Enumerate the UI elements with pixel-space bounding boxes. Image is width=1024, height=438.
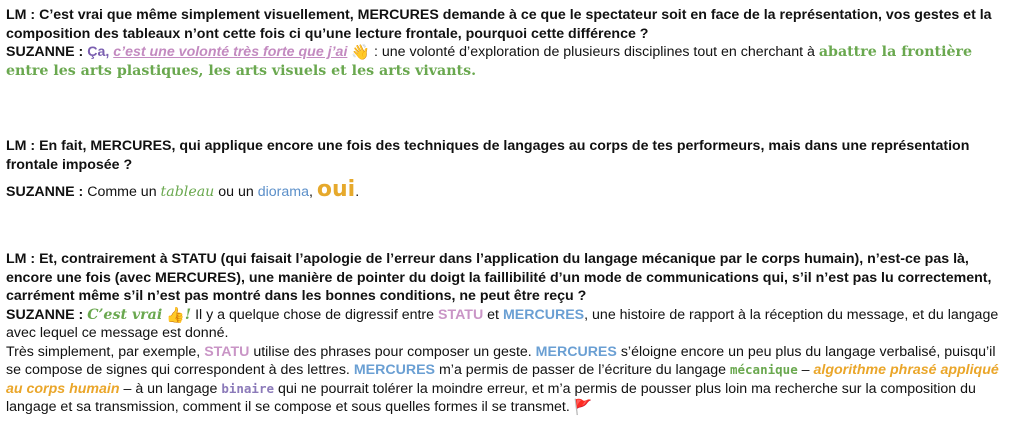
exchange-2 bbox=[6, 137, 1014, 202]
answer-3-mercures: MERCURES bbox=[502, 306, 585, 323]
exchange-3 bbox=[6, 250, 1014, 417]
answer-3-algorithme: algorithme phrasé appliqué au corps humain bbox=[6, 362, 999, 397]
answer-2-tableau: tableau bbox=[160, 184, 215, 200]
answer-2 bbox=[6, 177, 1014, 202]
answer-3-mecanique: mécanique bbox=[729, 362, 798, 377]
answer-2-text-b: ou un bbox=[218, 184, 254, 200]
answer-1 bbox=[6, 43, 1014, 80]
answer-1-emphasis: c’est une volonté très forte que j’ai bbox=[113, 44, 348, 60]
answer-3-et: et bbox=[487, 306, 499, 323]
answer-3-statu: STATU bbox=[438, 306, 484, 323]
interview-document bbox=[6, 6, 1014, 416]
question-1: LM : C’est vrai que même simplement visuellement, MERCURES demande à ce que le spectateur soit en face de la représentation, vos gestes et la composition des tableaux n’ont cette fois ci qu’une lecture frontale, pourquoi cette différence ? bbox=[6, 7, 992, 42]
waving-hand-icon: 👋 bbox=[351, 44, 371, 61]
answer-2-diorama: diorama bbox=[257, 184, 310, 200]
exchange-1 bbox=[6, 6, 1014, 80]
answer-3-mercures-2: MERCURES bbox=[535, 343, 617, 360]
speaker-label: SUZANNE : bbox=[6, 184, 84, 200]
speaker-label: SUZANNE : bbox=[6, 44, 84, 60]
answer-2-text-a: Comme un bbox=[87, 184, 157, 200]
answer-3-text-d: utilise des phrases pour composer un geste. bbox=[253, 343, 532, 360]
answer-2-period: . bbox=[355, 184, 360, 200]
answer-3-mercures-3: MERCURES bbox=[353, 362, 436, 378]
answer-3-statu-2: STATU bbox=[204, 343, 250, 360]
flag-icon: 🚩 bbox=[573, 399, 593, 416]
question-2: LM : En fait, MERCURES, qui applique encore une fois des techniques de langages au corps de tes performeurs, mais dans une représentation frontale imposée ? bbox=[6, 138, 970, 173]
answer-3-text-a: Il y a quelque chose de digressif entre bbox=[195, 306, 435, 323]
answer-3-para-1 bbox=[6, 306, 1014, 343]
answer-1-text: : une volonté d’exploration de plusieurs disciplines tout en cherchant à bbox=[373, 44, 815, 60]
answer-3-text-e: s’éloigne encore un peu plus du langage verbalisé, puisqu’il se compose de signes qui correspondent à des lettres. bbox=[6, 343, 996, 378]
answer-3-text-g: – à un langage bbox=[123, 380, 218, 397]
answer-3-text-f: m’a permis de passer de l’écriture du langage bbox=[438, 362, 727, 378]
answer-1-highlight: abattre la frontière entre les arts plastiques, les arts visuels et les arts vivants. bbox=[6, 44, 973, 79]
answer-2-comma: , bbox=[309, 184, 317, 200]
answer-3-binaire: binaire bbox=[221, 380, 275, 396]
answer-3-para-2 bbox=[6, 343, 1014, 417]
answer-3-text-c: Très simplement, par exemple, bbox=[6, 343, 201, 360]
answer-3-dash: – bbox=[801, 362, 810, 378]
answer-3-text-h: qui ne pourrait tolérer la moindre erreur, et m’a permis de pousser plus loin ma recherche sur la composition du langage et sa transmission, comment il se compose et sous quelles formes il se transmet. bbox=[6, 380, 976, 415]
answer-2-oui: oui bbox=[316, 177, 356, 202]
answer-3-exclamation: ! bbox=[184, 306, 192, 323]
question-3: LM : Et, contrairement à STATU (qui faisait l’apologie de l’erreur dans l’application du langage mécanique par le corps humain), n’est-ce pas là, encore une fois (avec MERCURES), une manière de pointer du doigt la faillibilité d’un mode de communications qui, s’il n’est pas lu correctement, carrément même s’il n’est pas montré dans les bonnes conditions, ne peut être reçu ? bbox=[6, 251, 992, 304]
answer-1-ca: Ça, bbox=[87, 44, 110, 60]
speaker-label: SUZANNE : bbox=[6, 306, 84, 323]
thumbs-up-icon: 👍 bbox=[166, 306, 185, 324]
answer-3-text-b: , une histoire de rapport à la réception du message, et du langage avec lequel ce message est donné. bbox=[6, 306, 999, 341]
answer-3-cest-vrai: C’est vrai bbox=[87, 306, 163, 323]
